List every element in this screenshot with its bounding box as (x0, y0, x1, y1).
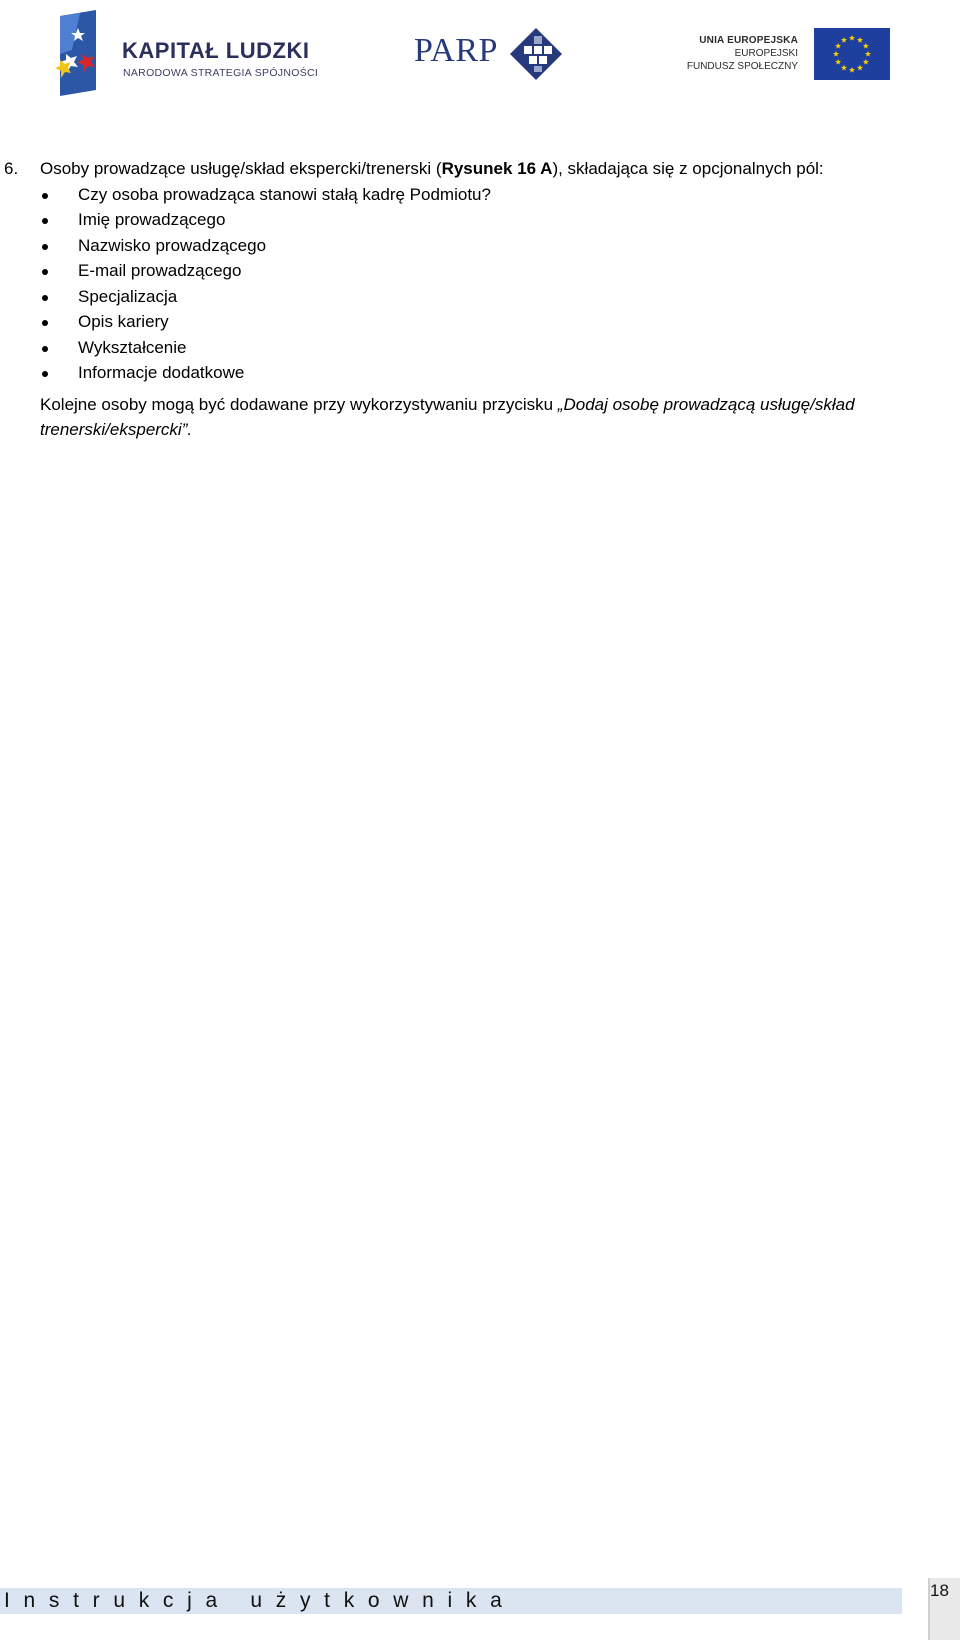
bullet-icon (42, 193, 48, 199)
page-number: 18 (930, 1581, 949, 1600)
page-header (0, 0, 960, 110)
list-item (0, 284, 960, 310)
eu-line-2: EUROPEJSKI (734, 48, 798, 59)
numbered-item (0, 156, 960, 182)
eu-logo (686, 28, 890, 84)
field-list (0, 182, 960, 386)
parp-arrow-icon (510, 28, 566, 80)
kapital-ludzki-title: KAPITAŁ LUDZKI (122, 38, 310, 63)
button-name-quote: „Dodaj osobę prowadzącą usługę/skład trenerski/ekspercki”. (40, 394, 855, 439)
bullet-icon (42, 346, 48, 352)
list-item (0, 233, 960, 259)
list-item-label: Imię prowadzącego (78, 210, 226, 229)
list-item (0, 335, 960, 361)
list-item (0, 309, 960, 335)
list-item-label: Specjalizacja (78, 286, 178, 306)
bullet-icon (42, 320, 48, 326)
eu-flag-icon (814, 28, 890, 80)
bullet-icon (42, 269, 48, 275)
parp-title: PARP (414, 32, 498, 69)
kapital-ludzki-emblem (52, 10, 104, 96)
document-body (0, 156, 960, 443)
eu-text (687, 34, 798, 73)
kapital-ludzki-subtitle: NARODOWA STRATEGIA SPÓJNOŚCI (123, 67, 319, 79)
kapital-ludzki-logo (52, 10, 322, 98)
parp-logo (414, 26, 564, 82)
bullet-icon (42, 218, 48, 224)
list-item (0, 258, 960, 284)
bullet-icon (42, 295, 48, 301)
bullet-icon (42, 371, 48, 377)
list-item-label: E-mail prowadzącego (78, 261, 242, 280)
list-item-label: Informacje dodatkowe (78, 363, 245, 382)
list-item-label: Opis kariery (78, 312, 169, 331)
closing-text: Kolejne osoby mogą być dodawane przy wykorzystywaniu przycisku (40, 394, 558, 414)
eu-line-1: UNIA EUROPEJSKA (699, 35, 798, 46)
list-item (0, 207, 960, 233)
item-intro-text: Osoby prowadzące usługę/skład ekspercki/trenerski ( (40, 159, 442, 178)
list-item (0, 360, 960, 386)
figure-reference: Rysunek 16 A (441, 159, 553, 178)
item-intro-text-end: ), składająca się z opcjonalnych pól: (552, 159, 824, 178)
bullet-icon (42, 244, 48, 250)
list-item-label: Nazwisko prowadzącego (78, 235, 267, 255)
list-item-label: Wykształcenie (78, 337, 187, 357)
eu-line-3: FUNDUSZ SPOŁECZNY (686, 61, 798, 72)
closing-paragraph (0, 392, 960, 443)
item-number: 6. (4, 159, 19, 178)
list-item-label: Czy osoba prowadząca stanowi stałą kadrę Podmiotu? (78, 184, 491, 204)
footer-title: Instrukcja użytkownika (4, 1589, 516, 1612)
list-item (0, 182, 960, 208)
